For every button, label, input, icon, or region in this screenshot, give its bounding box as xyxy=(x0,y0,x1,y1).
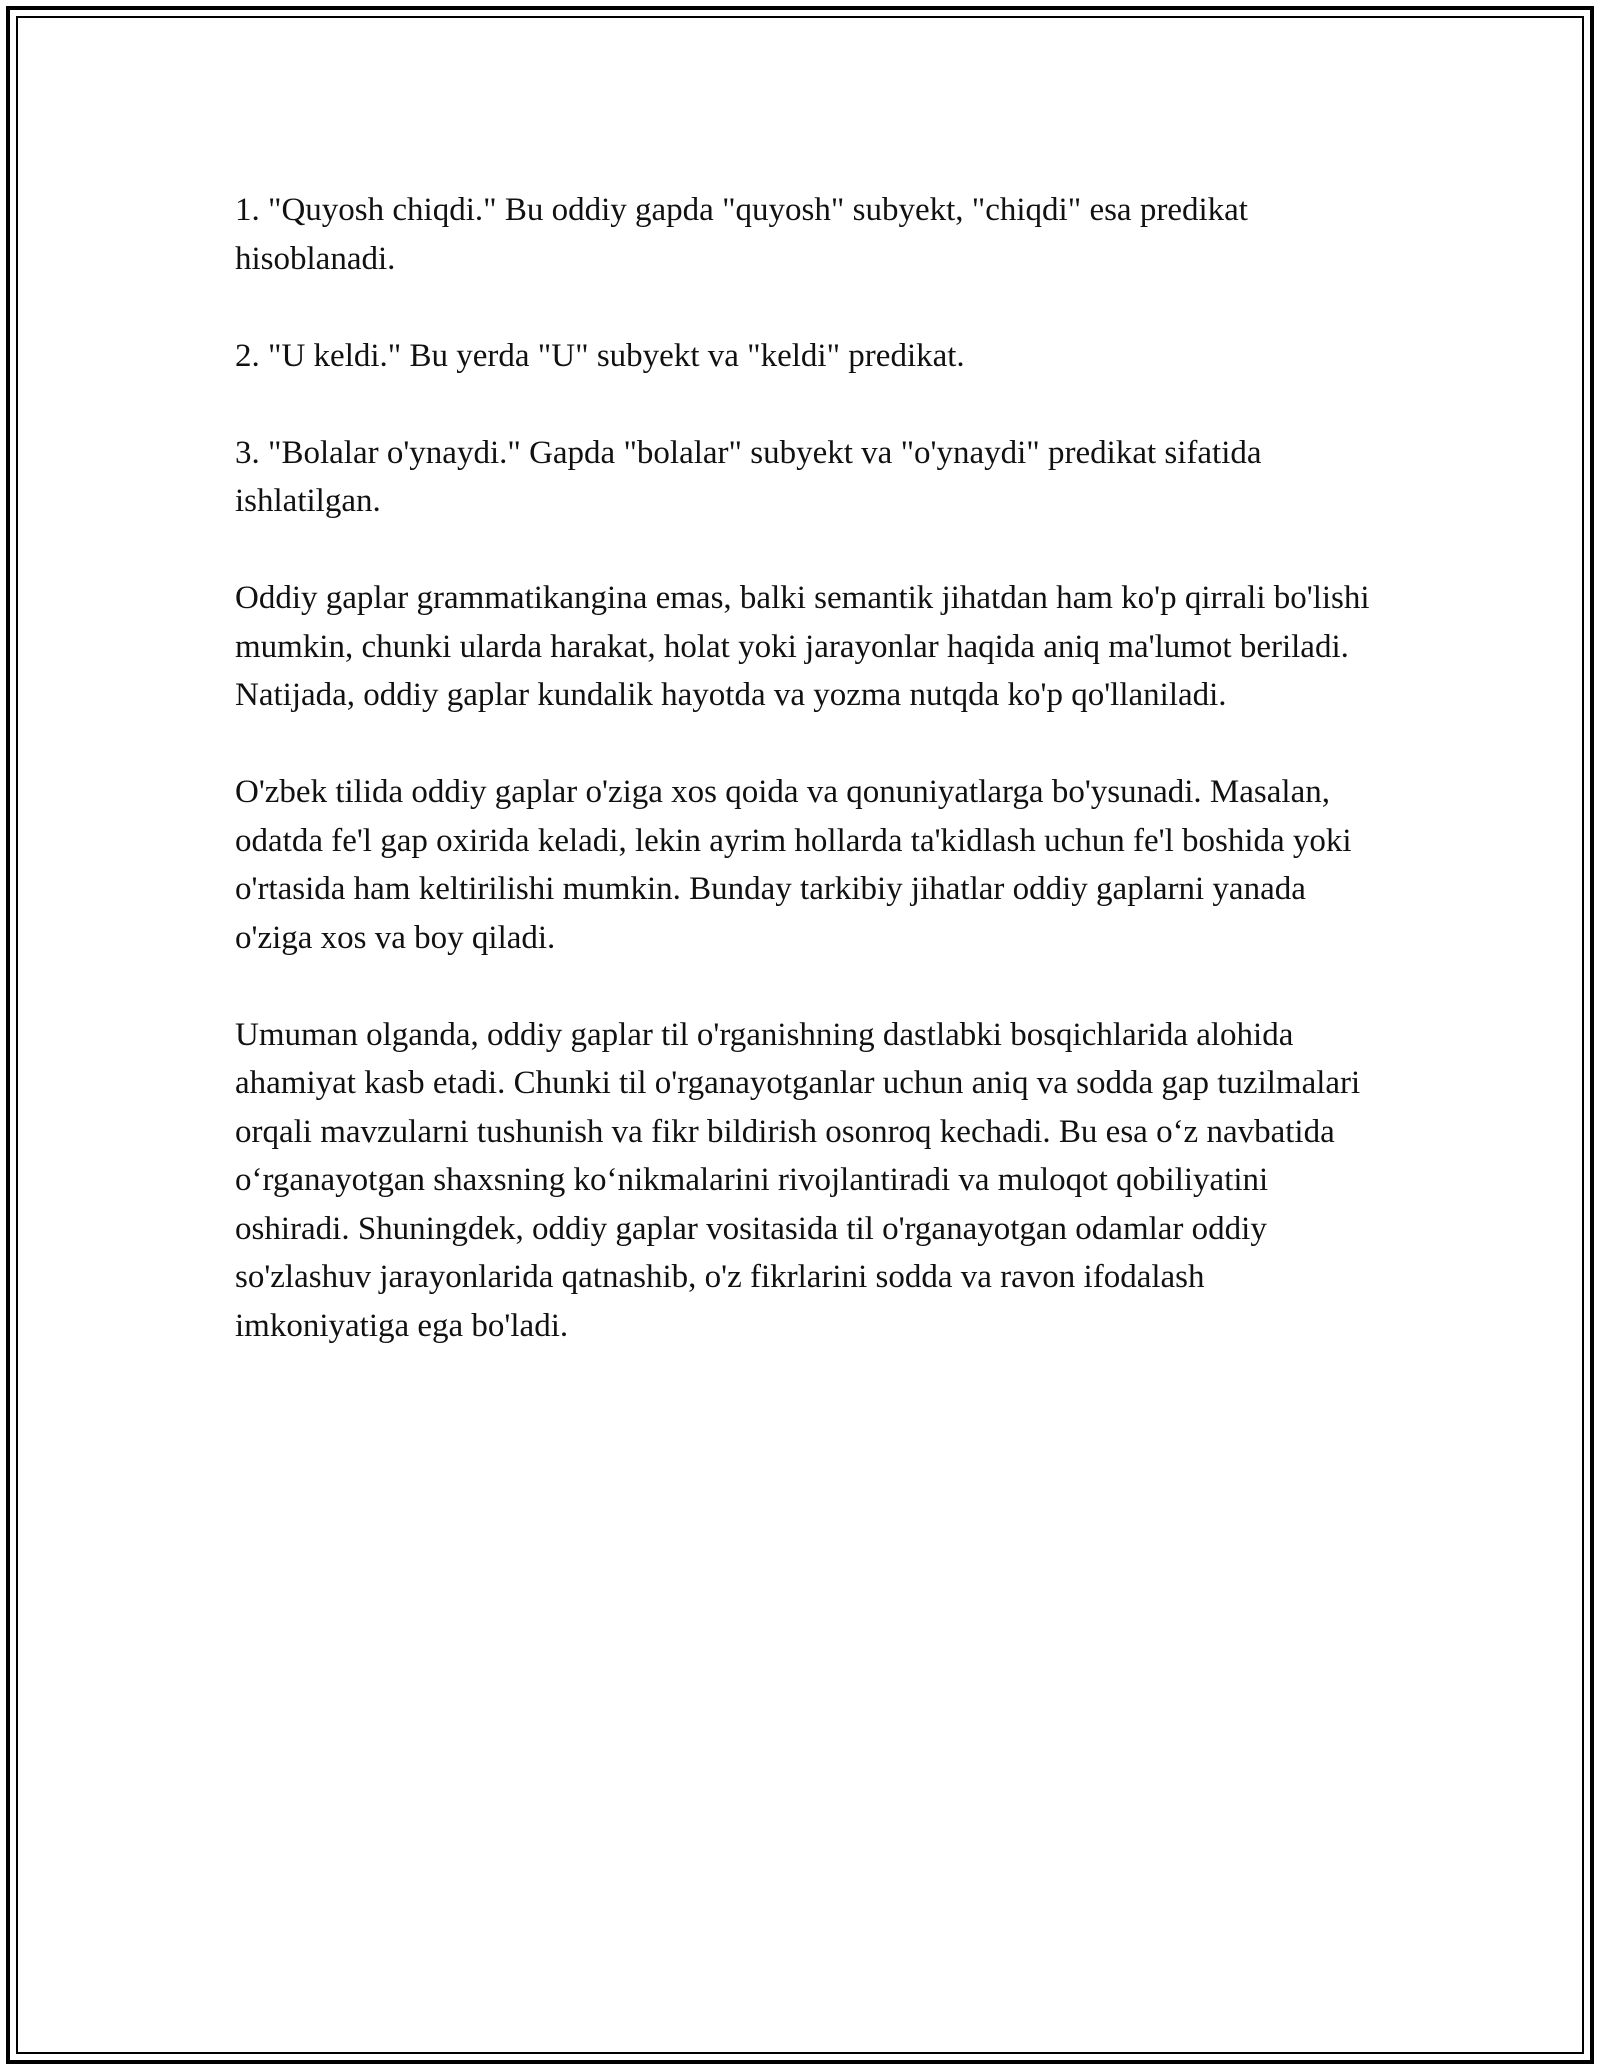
paragraph-conclusion: Umuman olganda, oddiy gaplar til o'rganishning dastlabki bosqichlarida alohida ahamiyat kasb etadi. Chunki til o'rganayotganlar uchun aniq va sodda gap tuzilmalari orqali mavzularni tushunish va fikr bildirish osonroq kechadi. Bu esa o‘z navbatida o‘rganayotgan shaxsning ko‘nikmalarini rivojlantiradi va muloqot qobiliyatini oshiradi. Shuningdek, oddiy gaplar vositasida til o'rganayotgan odamlar oddiy so'zlashuv jarayonlarida qatnashib, o'z fikrlarini sodda va ravon ifodalash imkoniyatiga ega bo'ladi. xyxy=(235,1016,1361,1344)
document-body xyxy=(235,186,1375,1399)
paragraph-semantics: Oddiy gaplar grammatikangina emas, balki semantik jihatdan ham ko'p qirrali bo'lishi mumkin, chunki ularda harakat, holat yoki jarayonlar haqida aniq ma'lumot beriladi. Natijada, oddiy gaplar kundalik hayotda va yozma nutqda ko'p qo'llaniladi. xyxy=(235,580,1370,713)
paragraph-word-order: O'zbek tilida oddiy gaplar o'ziga xos qoida va qonuniyatlarga bo'ysunadi. Masalan, odatda fe'l gap oxirida keladi, lekin ayrim hollarda ta'kidlash uchun fe'l boshida yoki o'rtasida ham keltirilishi mumkin. Bunday tarkibiy jihatlar oddiy gaplarni yanada o'ziga xos va boy qiladi. xyxy=(235,774,1352,956)
example-sentence-1: 1. "Quyosh chiqdi." Bu oddiy gapda "quyosh" subyekt, "chiqdi" esa predikat hisoblanadi. xyxy=(235,192,1248,277)
example-sentence-3: 3. "Bolalar o'ynaydi." Gapda "bolalar" subyekt va "o'ynaydi" predikat sifatida ishlatilgan. xyxy=(235,434,1262,519)
example-sentence-2: 2. "U keldi." Bu yerda "U" subyekt va "keldi" predikat. xyxy=(235,337,965,374)
